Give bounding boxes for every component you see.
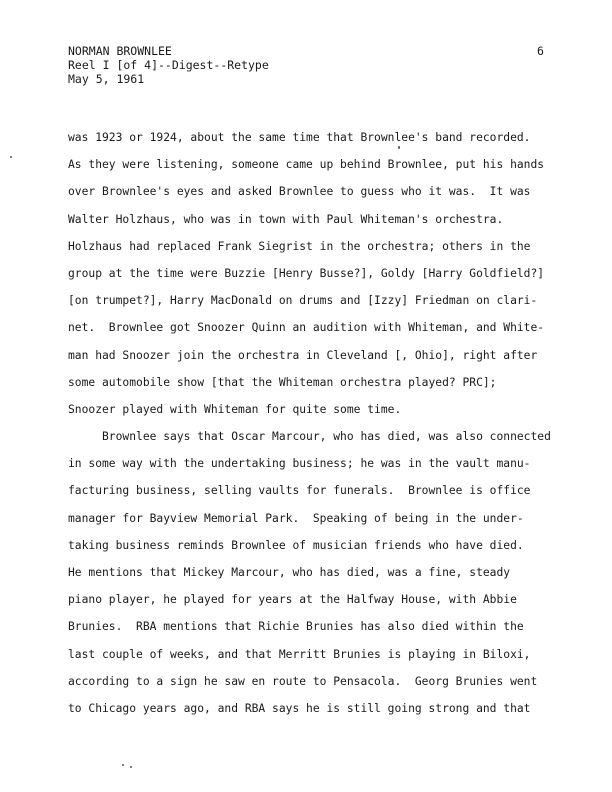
text-line: to Chicago years ago, and RBA says he is still going strong and that — [68, 701, 531, 715]
transcript-body — [68, 124, 588, 722]
text-line: over Brownlee's eyes and asked Brownlee to guess who it was. It was — [68, 185, 531, 199]
text-line: group at the time were Buzzie [Henry Busse?], Goldy [Harry Goldfield?] — [68, 266, 545, 280]
text-line: [on trumpet?], Harry MacDonald on drums and [Izzy] Friedman on clari- — [68, 294, 538, 308]
text-line: piano player, he played for years at the Halfway House, with Abbie — [68, 593, 517, 607]
text-line: net. Brownlee got Snoozer Quinn an audition with Whiteman, and White- — [68, 321, 545, 335]
text-line: Brownlee says that Oscar Marcour, who has died, was also connected — [68, 430, 551, 444]
text-line: Snoozer played with Whiteman for quite some time. — [68, 402, 402, 416]
text-line: Walter Holzhaus, who was in town with Paul Whiteman's orchestra. — [68, 212, 504, 226]
text-line: Holzhaus had replaced Frank Siegrist in the orchestra; others in the — [68, 239, 531, 253]
interview-date: May 5, 1961 — [68, 72, 145, 86]
interviewee-name: NORMAN BROWNLEE — [68, 44, 172, 58]
text-line: As they were listening, someone came up behind Brownlee, put his hands — [68, 158, 545, 172]
text-line: taking business reminds Brownlee of musician friends who have died. — [68, 538, 524, 552]
paragraph-2 — [68, 423, 588, 722]
scan-speck — [130, 766, 132, 768]
scan-speck — [122, 764, 124, 766]
text-line: was 1923 or 1924, about the same time that Brownlee's band recorded. — [68, 131, 531, 144]
text-line: Brunies. RBA mentions that Richie Brunies has also died within the — [68, 620, 524, 634]
paragraph-1 — [68, 124, 588, 423]
reel-info: Reel I [of 4]--Digest--Retype — [68, 58, 269, 72]
scan-speck — [398, 146, 400, 149]
text-line: some automobile show [that the Whiteman orchestra played? PRC]; — [68, 375, 497, 389]
scan-speck — [10, 156, 12, 158]
text-line: He mentions that Mickey Marcour, who has died, was a fine, steady — [68, 566, 511, 579]
text-line: manager for Bayview Memorial Park. Speaking of being in the under- — [68, 511, 524, 525]
text-line: according to a sign he saw en route to Pensacola. Georg Brunies went — [68, 674, 538, 688]
text-line: in some way with the undertaking business; he was in the vault manu- — [68, 457, 531, 471]
document-header — [68, 44, 269, 86]
text-line: last couple of weeks, and that Merritt Brunies is playing in Biloxi, — [68, 647, 531, 661]
page-number: 6 — [537, 44, 544, 58]
text-line: man had Snoozer join the orchestra in Cleveland [, Ohio], right after — [68, 348, 538, 362]
text-line: facturing business, selling vaults for funerals. Brownlee is office — [68, 484, 531, 498]
